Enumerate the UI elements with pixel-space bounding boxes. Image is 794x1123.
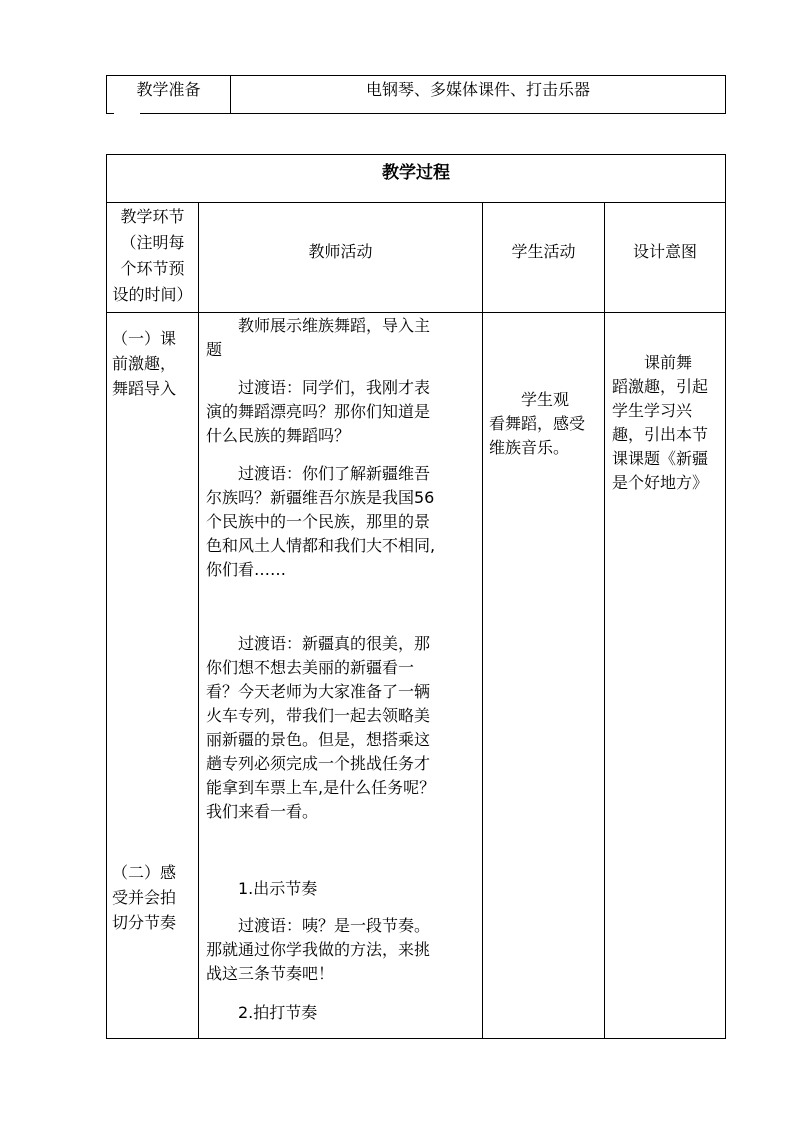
- header-stage: 教学环节 （注明每 个环节预 设的时间）: [112, 207, 193, 304]
- teacher-paragraph-1: 教师展示维族舞蹈，导入主 题: [206, 316, 431, 359]
- prep-bottom-border: [140, 113, 726, 114]
- teacher-step-2: 2.拍打节奏: [206, 1003, 318, 1022]
- teacher-step-1: 1.出示节奏: [206, 879, 318, 898]
- process-title: 教学过程: [382, 163, 450, 183]
- stage-1: （一）课 前激趣， 舞蹈导入: [112, 329, 177, 398]
- prep-bottom-stub: [106, 113, 114, 114]
- stage-2: （二）感 受并会拍 切分节奏: [112, 863, 177, 932]
- prep-top-border: [106, 75, 726, 76]
- prep-label: 教学准备: [136, 80, 201, 99]
- process-bottom-border: [106, 1038, 726, 1039]
- process-col2-divider: [482, 202, 483, 1039]
- teacher-paragraph-3: 过渡语：你们了解新疆维吾 尔族吗？新疆维吾尔族是我国56 个民族中的一个民族，那里的景 色和风土人情都和我们大不相同, 你们看……: [206, 464, 436, 579]
- process-header-divider: [106, 312, 726, 313]
- teacher-paragraph-4: 过渡语：新疆真的很美，那 你们想不想去美丽的新疆看一 看？今天老师为大家准备了一辆 火车专列，带我们一起去领略美 丽新疆的景色。但是，想搭乘这 趟专列必须完成一个挑战任务才 能拿到车票上车,是什么任务呢？ 我们来看一看。: [206, 634, 436, 821]
- prep-right-border: [725, 75, 726, 113]
- teacher-paragraph-6: 过渡语：咦？是一段节奏。 那就通过你学我做的方法，来挑 战这三条节奏吧！: [206, 916, 431, 983]
- design-intent: 课前舞 蹈激趣，引起 学生学习兴 趣，引出本节 课课题《新疆 是个好地方》: [612, 353, 709, 492]
- header-student: 学生活动: [511, 242, 576, 261]
- header-design: 设计意图: [632, 242, 697, 261]
- student-activity: 学生观 看舞蹈，感受 维族音乐。: [489, 390, 586, 457]
- header-teacher: 教师活动: [308, 242, 373, 261]
- process-top-border: [106, 154, 726, 155]
- process-right-border: [725, 154, 726, 1039]
- process-title-divider: [106, 202, 726, 203]
- process-col3-divider: [604, 202, 605, 1039]
- prep-value: 电钢琴、多媒体课件、打击乐器: [365, 80, 590, 99]
- teacher-paragraph-2: 过渡语：同学们，我刚才表 演的舞蹈漂亮吗？那你们知道是 什么民族的舞蹈吗？: [206, 378, 431, 445]
- process-col1-divider: [198, 202, 199, 1039]
